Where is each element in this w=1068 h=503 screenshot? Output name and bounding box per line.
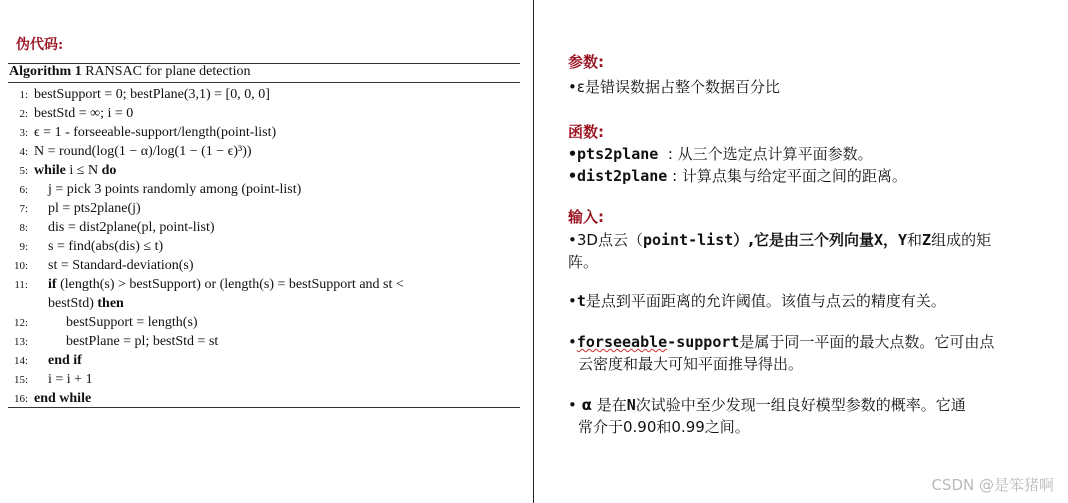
input-text: •3D点云（ [568, 231, 643, 249]
input-term: t [576, 292, 586, 310]
params-heading: 参数: [568, 53, 604, 71]
pseudocode-heading: 伪代码: [16, 37, 64, 53]
input-text: 是属于同一平面的最大点数。它可由点 [739, 333, 995, 351]
input-item-alpha-line2: 常介于0.90和0.99之间。 [578, 418, 750, 436]
line-number: 1: [19, 89, 28, 101]
line-code: i = i + 1 [48, 372, 93, 387]
input-term: N [626, 396, 636, 414]
algorithm-title: RANSAC for plane detection [85, 64, 251, 79]
line-code: bestStd = ∞; i = 0 [34, 106, 134, 121]
line-code: bestSupport = length(s) [66, 315, 198, 330]
line-code: end if [48, 353, 82, 368]
input-item-forseeable-line2: 云密度和最大可知平面推导得出。 [578, 355, 804, 373]
input-text: 是在 [591, 396, 627, 414]
line-number: 10: [13, 260, 28, 272]
algorithm-label: Algorithm 1 [9, 64, 82, 79]
line-number: 5: [19, 165, 28, 177]
line-code: bestStd) then [48, 296, 124, 311]
input-text: 次试验中至少发现一组良好模型参数的概率。它通 [635, 396, 966, 414]
line-code: end while [34, 391, 92, 406]
input-text: 和 [907, 231, 923, 249]
line-number: 6: [19, 184, 28, 196]
algorithm-bottom-rule [8, 407, 520, 408]
line-code: st = Standard-deviation(s) [48, 258, 194, 273]
input-text: • [568, 396, 582, 414]
vertical-divider [533, 0, 534, 503]
line-number: 11: [14, 279, 28, 291]
line-code: while i ≤ N do [34, 163, 117, 178]
function-item-pts2plane [568, 143, 873, 165]
line-code: j = pick 3 points randomly among (point-list) [48, 182, 302, 197]
line-number: 14: [13, 355, 28, 367]
input-text: • [568, 333, 577, 351]
line-number: 4: [19, 146, 28, 158]
input-term: -support [667, 333, 740, 351]
input-item-pointcloud-line2: 阵。 [568, 253, 599, 271]
input-item-pointcloud [568, 229, 991, 251]
function-name-pts2plane: •pts2plane [568, 145, 659, 163]
function-desc-pts2plane: : 从三个选定点计算平面参数。 [658, 145, 873, 163]
input-heading: 输入: [568, 208, 604, 226]
input-term: α [581, 396, 592, 414]
line-number: 16: [13, 393, 28, 405]
input-text: ）,它是由三个列向量 [733, 231, 874, 249]
line-number: 7: [19, 203, 28, 215]
function-item-dist2plane [568, 165, 907, 187]
input-term: forseeable [576, 333, 668, 351]
line-code: bestPlane = pl; bestStd = st [66, 334, 219, 349]
line-number: 12: [13, 317, 28, 329]
input-term: X，Y [873, 231, 908, 249]
csdn-watermark: CSDN @是笨猪啊 [931, 476, 1054, 494]
line-code: pl = pts2plane(j) [48, 201, 141, 216]
line-number: 9: [19, 241, 28, 253]
input-item-forseeable [568, 331, 994, 353]
input-term: point-list [642, 231, 734, 249]
input-text: • [568, 292, 577, 310]
input-text: 组成的矩 [931, 231, 992, 249]
algorithm-mid-rule [8, 82, 520, 83]
line-code: N = round(log(1 − α)/log(1 − (1 − ϵ)³)) [34, 144, 252, 159]
line-code: if (length(s) > bestSupport) or (length(s) = bestSupport and st < [48, 277, 404, 292]
line-number: 13: [13, 336, 28, 348]
line-number: 3: [19, 127, 28, 139]
functions-heading: 函数: [568, 123, 604, 141]
line-code: s = find(abs(dis) ≤ t) [48, 239, 164, 254]
params-item: •ɛ是错误数据占整个数据百分比 [568, 78, 780, 96]
line-number: 8: [19, 222, 28, 234]
pseudocode-panel [0, 0, 532, 503]
input-text: 是点到平面距离的允许阈值。该值与点云的精度有关。 [585, 292, 946, 310]
input-term: Z [922, 231, 932, 249]
line-code: bestSupport = 0; bestPlane(3,1) = [0, 0, 0] [34, 87, 270, 102]
line-number: 2: [19, 108, 28, 120]
input-item-alpha [568, 394, 966, 416]
algorithm-caption [9, 64, 250, 80]
input-item-threshold [568, 290, 946, 312]
line-code: ϵ = 1 - forseeable-support/length(point-list) [34, 125, 277, 140]
line-number: 15: [13, 374, 28, 386]
function-desc-dist2plane: : 计算点集与给定平面之间的距离。 [667, 167, 907, 185]
line-code: dis = dist2plane(pl, point-list) [48, 220, 215, 235]
function-name-dist2plane: •dist2plane [568, 167, 668, 185]
explanation-panel [535, 0, 1068, 503]
